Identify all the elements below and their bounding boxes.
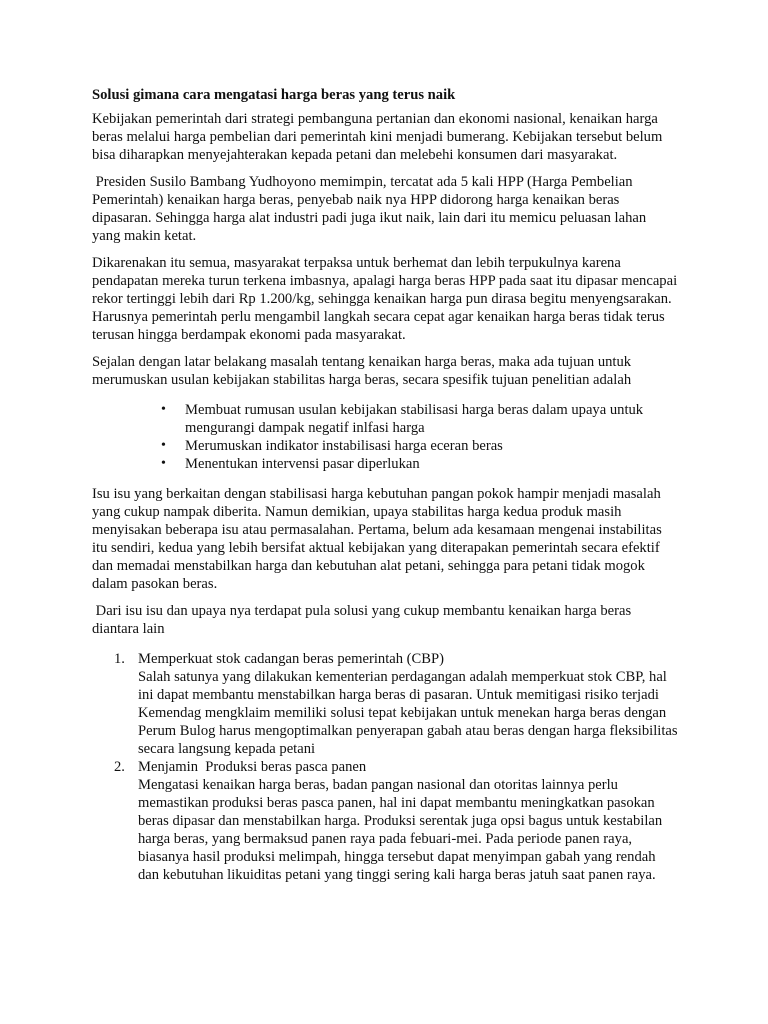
solution-number: 1. — [114, 651, 125, 667]
solution-body: Salah satunya yang dilakukan kementerian perdagangan adalah memperkuat stok CBP, hal ini dapat membantu menstabilkan harga beras di pasaran. Untuk memitigasi risiko terjadi Kemendag mengklaim memiliki solusi tepat kebijakan untuk menekan harga beras dengan Perum Bulog harus mengoptimalkan penyerapan gabah atau beras dengan harga fleksibilitas secara langsung kepada petani — [138, 669, 678, 757]
document-title: Solusi gimana cara mengatasi harga beras yang terus naik — [92, 87, 456, 103]
solution-heading: Memperkuat stok cadangan beras pemerintah (CBP) — [138, 651, 444, 667]
solutions-list — [92, 650, 678, 884]
solution-item-2 — [114, 758, 678, 884]
list-item: • Menentukan intervensi pasar diperlukan — [185, 455, 678, 473]
solution-item-1 — [114, 650, 678, 758]
paragraph-intro-3: Dikarenakan itu semua, masyarakat terpaksa untuk berhemat dan lebih terpukulnya karena pendapatan mereka turun terkena imbasnya, apalagi harga beras HPP pada saat itu dipasar mencapai rekor tertinggi lebih dari Rp 1.200/kg, sehingga kenaikan harga pun dirasa begitu menyengsarakan. Harusnya pemerintah perlu mengambil langkah secara cepat agar kenaikan harga beras tidak terus terusan hingga berdampak ekonomi pada masyarakat. — [92, 255, 678, 343]
solution-body: Mengatasi kenaikan harga beras, badan pangan nasional dan otoritas lainnya perlu memastikan produksi beras pasca panen, hal ini dapat membantu meningkatkan pasokan beras dipasar dan menstabilkan harga. Produksi serentak juga opsi bagus untuk kestabilan harga beras, yang bermaksud panen raya pada febuari-mei. Pada periode panen raya, biasanya hasil produksi melimpah, hingga tersebut dapat menyimpan gabah yang rendah dan kebutuhan likuiditas petani yang tinggi sering kali harga beras jatuh saat panen raya. — [138, 777, 663, 883]
paragraph-solutions-intro: Dari isu isu dan upaya nya terdapat pula solusi yang cukup membantu kenaikan harga beras diantara lain — [92, 603, 635, 637]
list-item: • Merumuskan indikator instabilisasi harga eceran beras — [185, 437, 678, 455]
solution-number: 2. — [114, 759, 125, 775]
paragraph-intro-1: Kebijakan pemerintah dari strategi pembanguna pertanian dan ekonomi nasional, kenaikan harga beras melalui harga pembelian dari pemerintah kini menjadi bumerang. Kebijakan tersebut belum bisa diharapkan menyejahterakan kepada petani dan melebehi konsumen dari masyarakat. — [92, 111, 663, 163]
solution-heading: Menjamin Produksi beras pasca panen — [138, 759, 367, 775]
paragraph-issues: Isu isu yang berkaitan dengan stabilisasi harga kebutuhan pangan pokok hampir menjadi masalah yang cukup nampak diberita. Namun demikian, upaya stabilitas harga kedua produk masih menyisakan beberapa isu atau permasalahan. Pertama, belum ada kesamaan mengenai instabilitas itu sendiri, kedua yang lebih bersifat aktual kebijakan yang diterapakan pemerintah secara efektif dan memadai menstabilkan harga dan kebutuhan alat petani, sehingga para petani tidak mogok dalam pasokan beras. — [92, 486, 662, 592]
paragraph-intro-2: Presiden Susilo Bambang Yudhoyono memimpin, tercatat ada 5 kali HPP (Harga Pembelian Pemerintah) kenaikan harga beras, penyebab naik nya HPP didorong harga kenaikan beras dipasaran. Sehingga harga alat industri padi juga ikut naik, lain dari itu memicu peluasan lahan yang makin ketat. — [92, 174, 650, 244]
objectives-list — [92, 401, 678, 473]
list-item: • Membuat rumusan usulan kebijakan stabilisasi harga beras dalam upaya untuk mengurangi dampak negatif inlfasi harga — [185, 401, 678, 437]
paragraph-intro-4: Sejalan dengan latar belakang masalah tentang kenaikan harga beras, maka ada tujuan untuk merumuskan usulan kebijakan stabilitas harga beras, secara spesifik tujuan penelitian adalah — [92, 354, 632, 388]
